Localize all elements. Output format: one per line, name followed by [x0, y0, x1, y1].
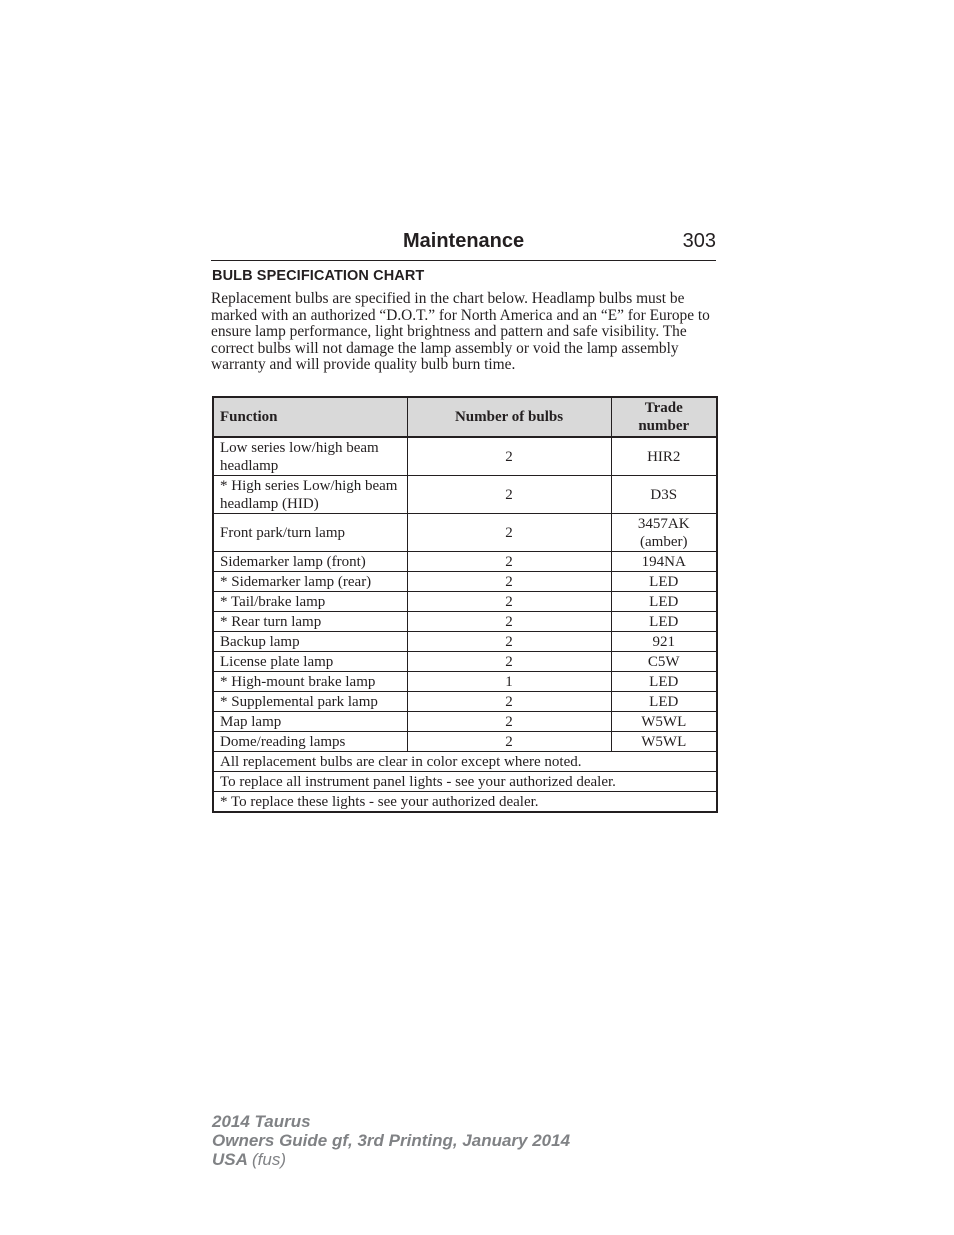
- page-footer: [212, 1112, 570, 1169]
- count-cell: 2: [407, 437, 611, 476]
- count-cell: 2: [407, 552, 611, 572]
- page-header: [211, 228, 716, 261]
- table-row: [213, 632, 717, 652]
- table-note: All replacement bulbs are clear in color except where noted.: [213, 752, 717, 772]
- count-cell: 2: [407, 572, 611, 592]
- count-cell: 2: [407, 652, 611, 672]
- function-cell: * High-mount brake lamp: [213, 672, 407, 692]
- table-row: [213, 732, 717, 752]
- function-cell: Front park/turn lamp: [213, 514, 407, 552]
- trade-cell: C5W: [611, 652, 717, 672]
- column-header-number-of-bulbs: Number of bulbs: [407, 397, 611, 437]
- footer-market: [212, 1150, 570, 1169]
- trade-cell: D3S: [611, 476, 717, 514]
- trade-cell: 3457AK (amber): [611, 514, 717, 552]
- table-row: [213, 652, 717, 672]
- table-row: [213, 612, 717, 632]
- trade-cell: 194NA: [611, 552, 717, 572]
- chart-heading: BULB SPECIFICATION CHART: [212, 268, 425, 284]
- table-row: [213, 476, 717, 514]
- bulb-specification-table: [212, 396, 718, 813]
- trade-cell: LED: [611, 612, 717, 632]
- function-cell: Dome/reading lamps: [213, 732, 407, 752]
- trade-cell: LED: [611, 592, 717, 612]
- table-row: [213, 572, 717, 592]
- trade-cell: W5WL: [611, 712, 717, 732]
- table-row: [213, 592, 717, 612]
- table-row: [213, 437, 717, 476]
- table-row: [213, 514, 717, 552]
- footer-region: USA: [212, 1150, 248, 1169]
- count-cell: 2: [407, 632, 611, 652]
- function-cell: Map lamp: [213, 712, 407, 732]
- function-cell: * Rear turn lamp: [213, 612, 407, 632]
- count-cell: 2: [407, 692, 611, 712]
- table-row: [213, 692, 717, 712]
- table-note: To replace all instrument panel lights - see your authorized dealer.: [213, 772, 717, 792]
- footer-region-code: (fus): [252, 1150, 286, 1169]
- table-header-row: [213, 397, 717, 437]
- page-number: 303: [682, 230, 716, 252]
- count-cell: 2: [407, 514, 611, 552]
- function-cell: * High series Low/high beam headlamp (HID): [213, 476, 407, 514]
- table-note-row: [213, 792, 717, 813]
- trade-cell: LED: [611, 672, 717, 692]
- function-cell: Backup lamp: [213, 632, 407, 652]
- function-cell: Sidemarker lamp (front): [213, 552, 407, 572]
- count-cell: 2: [407, 712, 611, 732]
- table-note-row: [213, 772, 717, 792]
- trade-cell: W5WL: [611, 732, 717, 752]
- table-row: [213, 672, 717, 692]
- count-cell: 2: [407, 612, 611, 632]
- count-cell: 2: [407, 476, 611, 514]
- count-cell: 2: [407, 732, 611, 752]
- count-cell: 1: [407, 672, 611, 692]
- section-title: Maintenance: [403, 230, 525, 252]
- table-note-row: [213, 752, 717, 772]
- trade-cell: HIR2: [611, 437, 717, 476]
- function-cell: * Tail/brake lamp: [213, 592, 407, 612]
- function-cell: License plate lamp: [213, 652, 407, 672]
- footer-printing: Owners Guide gf, 3rd Printing, January 2014: [212, 1131, 571, 1150]
- function-cell: * Sidemarker lamp (rear): [213, 572, 407, 592]
- trade-cell: LED: [611, 692, 717, 712]
- function-cell: * Supplemental park lamp: [213, 692, 407, 712]
- column-header-function: Function: [213, 397, 407, 437]
- trade-cell: 921: [611, 632, 717, 652]
- table-note: * To replace these lights - see your authorized dealer.: [213, 792, 717, 813]
- footer-model: 2014 Taurus: [212, 1112, 311, 1131]
- function-cell: Low series low/high beam headlamp: [213, 437, 407, 476]
- trade-cell: LED: [611, 572, 717, 592]
- table-row: [213, 712, 717, 732]
- count-cell: 2: [407, 592, 611, 612]
- intro-paragraph: Replacement bulbs are specified in the chart below. Headlamp bulbs must be marked with an authorized “D.O.T.” for North America and an “E” for Europe to ensure lamp performance, light brightness and pattern and safe visibility. The correct bulbs will not damage the lamp assembly or void the lamp assembly warranty and will provide quality bulb burn time.: [211, 290, 710, 374]
- column-header-trade-number: Trade number: [611, 397, 717, 437]
- table-row: [213, 552, 717, 572]
